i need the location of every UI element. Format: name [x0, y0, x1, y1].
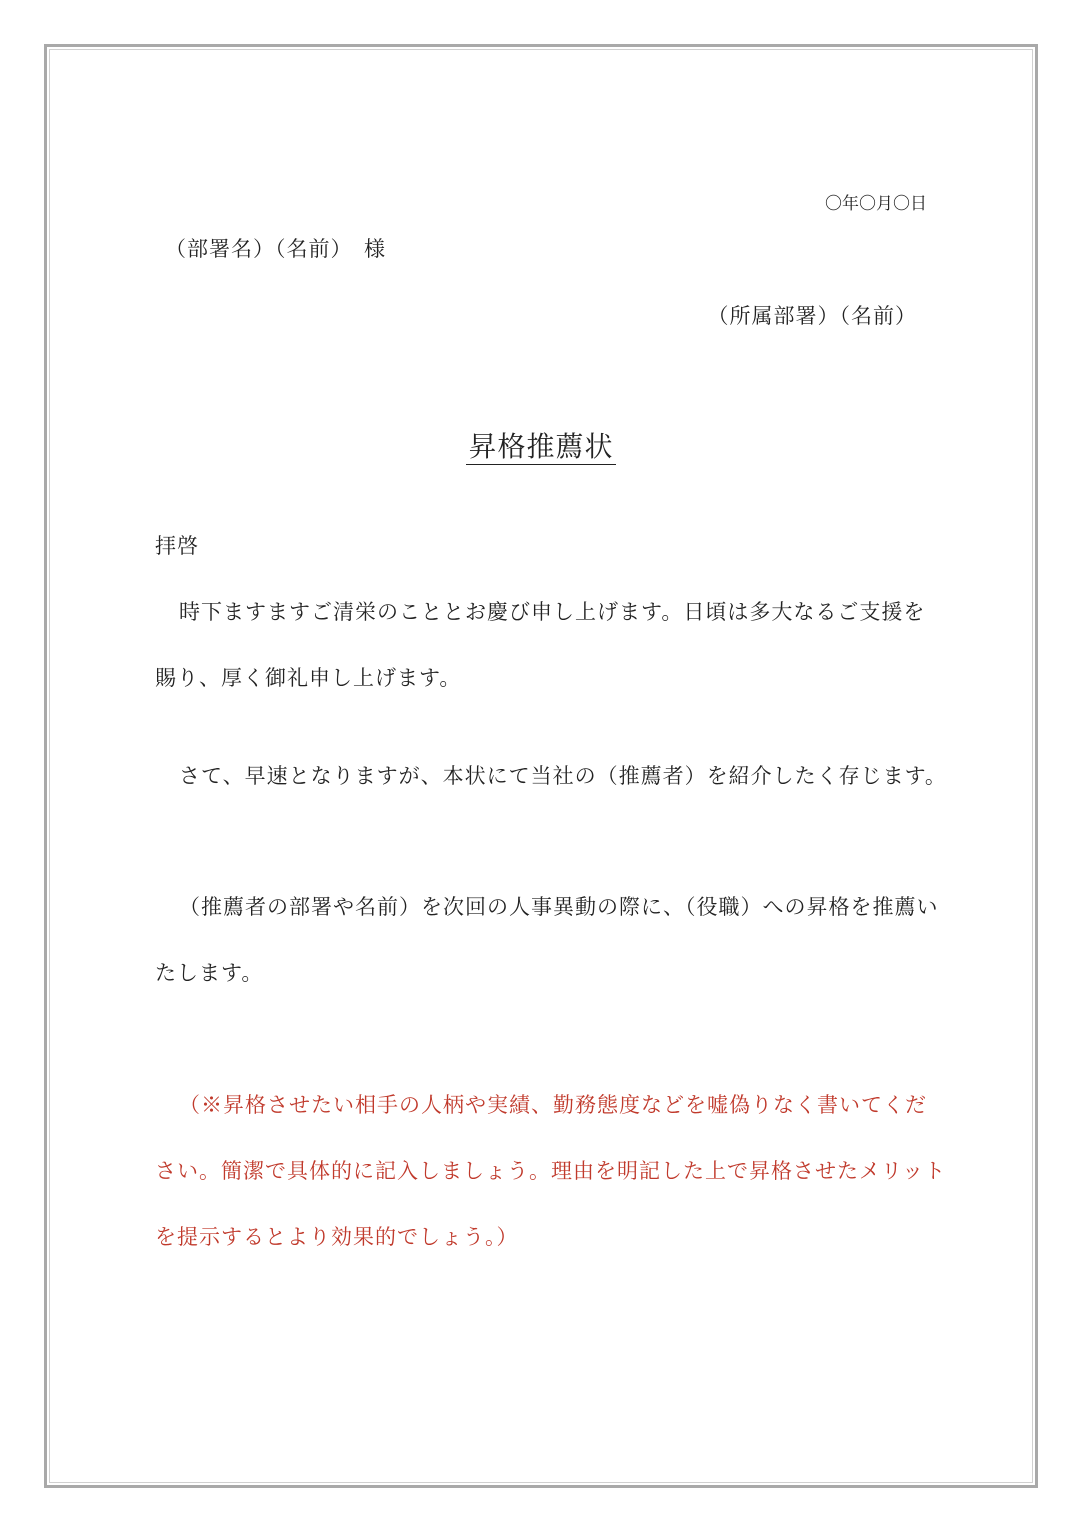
document-page: [44, 44, 1038, 1488]
paragraph-3-line-1: （推薦者の部署や名前）を次回の人事異動の際に、（役職）への昇格を推薦い: [179, 895, 939, 919]
instruction-note-line-3: を提示するとより効果的でしょう。）: [155, 1225, 519, 1249]
instruction-note-line-1: （※昇格させたい相手の人柄や実績、勤務態度などを嘘偽りなく書いてくだ: [179, 1093, 927, 1117]
paragraph-2: さて、早速となりますが、本状にて当社の（推薦者）を紹介したく存じます。: [179, 764, 947, 788]
sender-line: （所属部署）（名前）: [707, 304, 917, 328]
salutation: 拝啓: [155, 534, 199, 558]
instruction-note-line-2: さい。簡潔で具体的に記入しましょう。理由を明記した上で昇格させたメリット: [155, 1159, 947, 1183]
paragraph-1-line-1: 時下ますますご清栄のこととお慶び申し上げます。日頃は多大なるご支援を: [179, 600, 926, 624]
document-title: [47, 425, 1035, 465]
paragraph-1-line-2: 賜り、厚く御礼申し上げます。: [155, 666, 462, 690]
letter-date: 〇年〇月〇日: [825, 194, 927, 214]
recipient-line: （部署名）（名前） 様: [165, 237, 386, 261]
document-title-text: 昇格推薦状: [468, 430, 614, 463]
paragraph-3-line-2: たします。: [155, 961, 264, 985]
